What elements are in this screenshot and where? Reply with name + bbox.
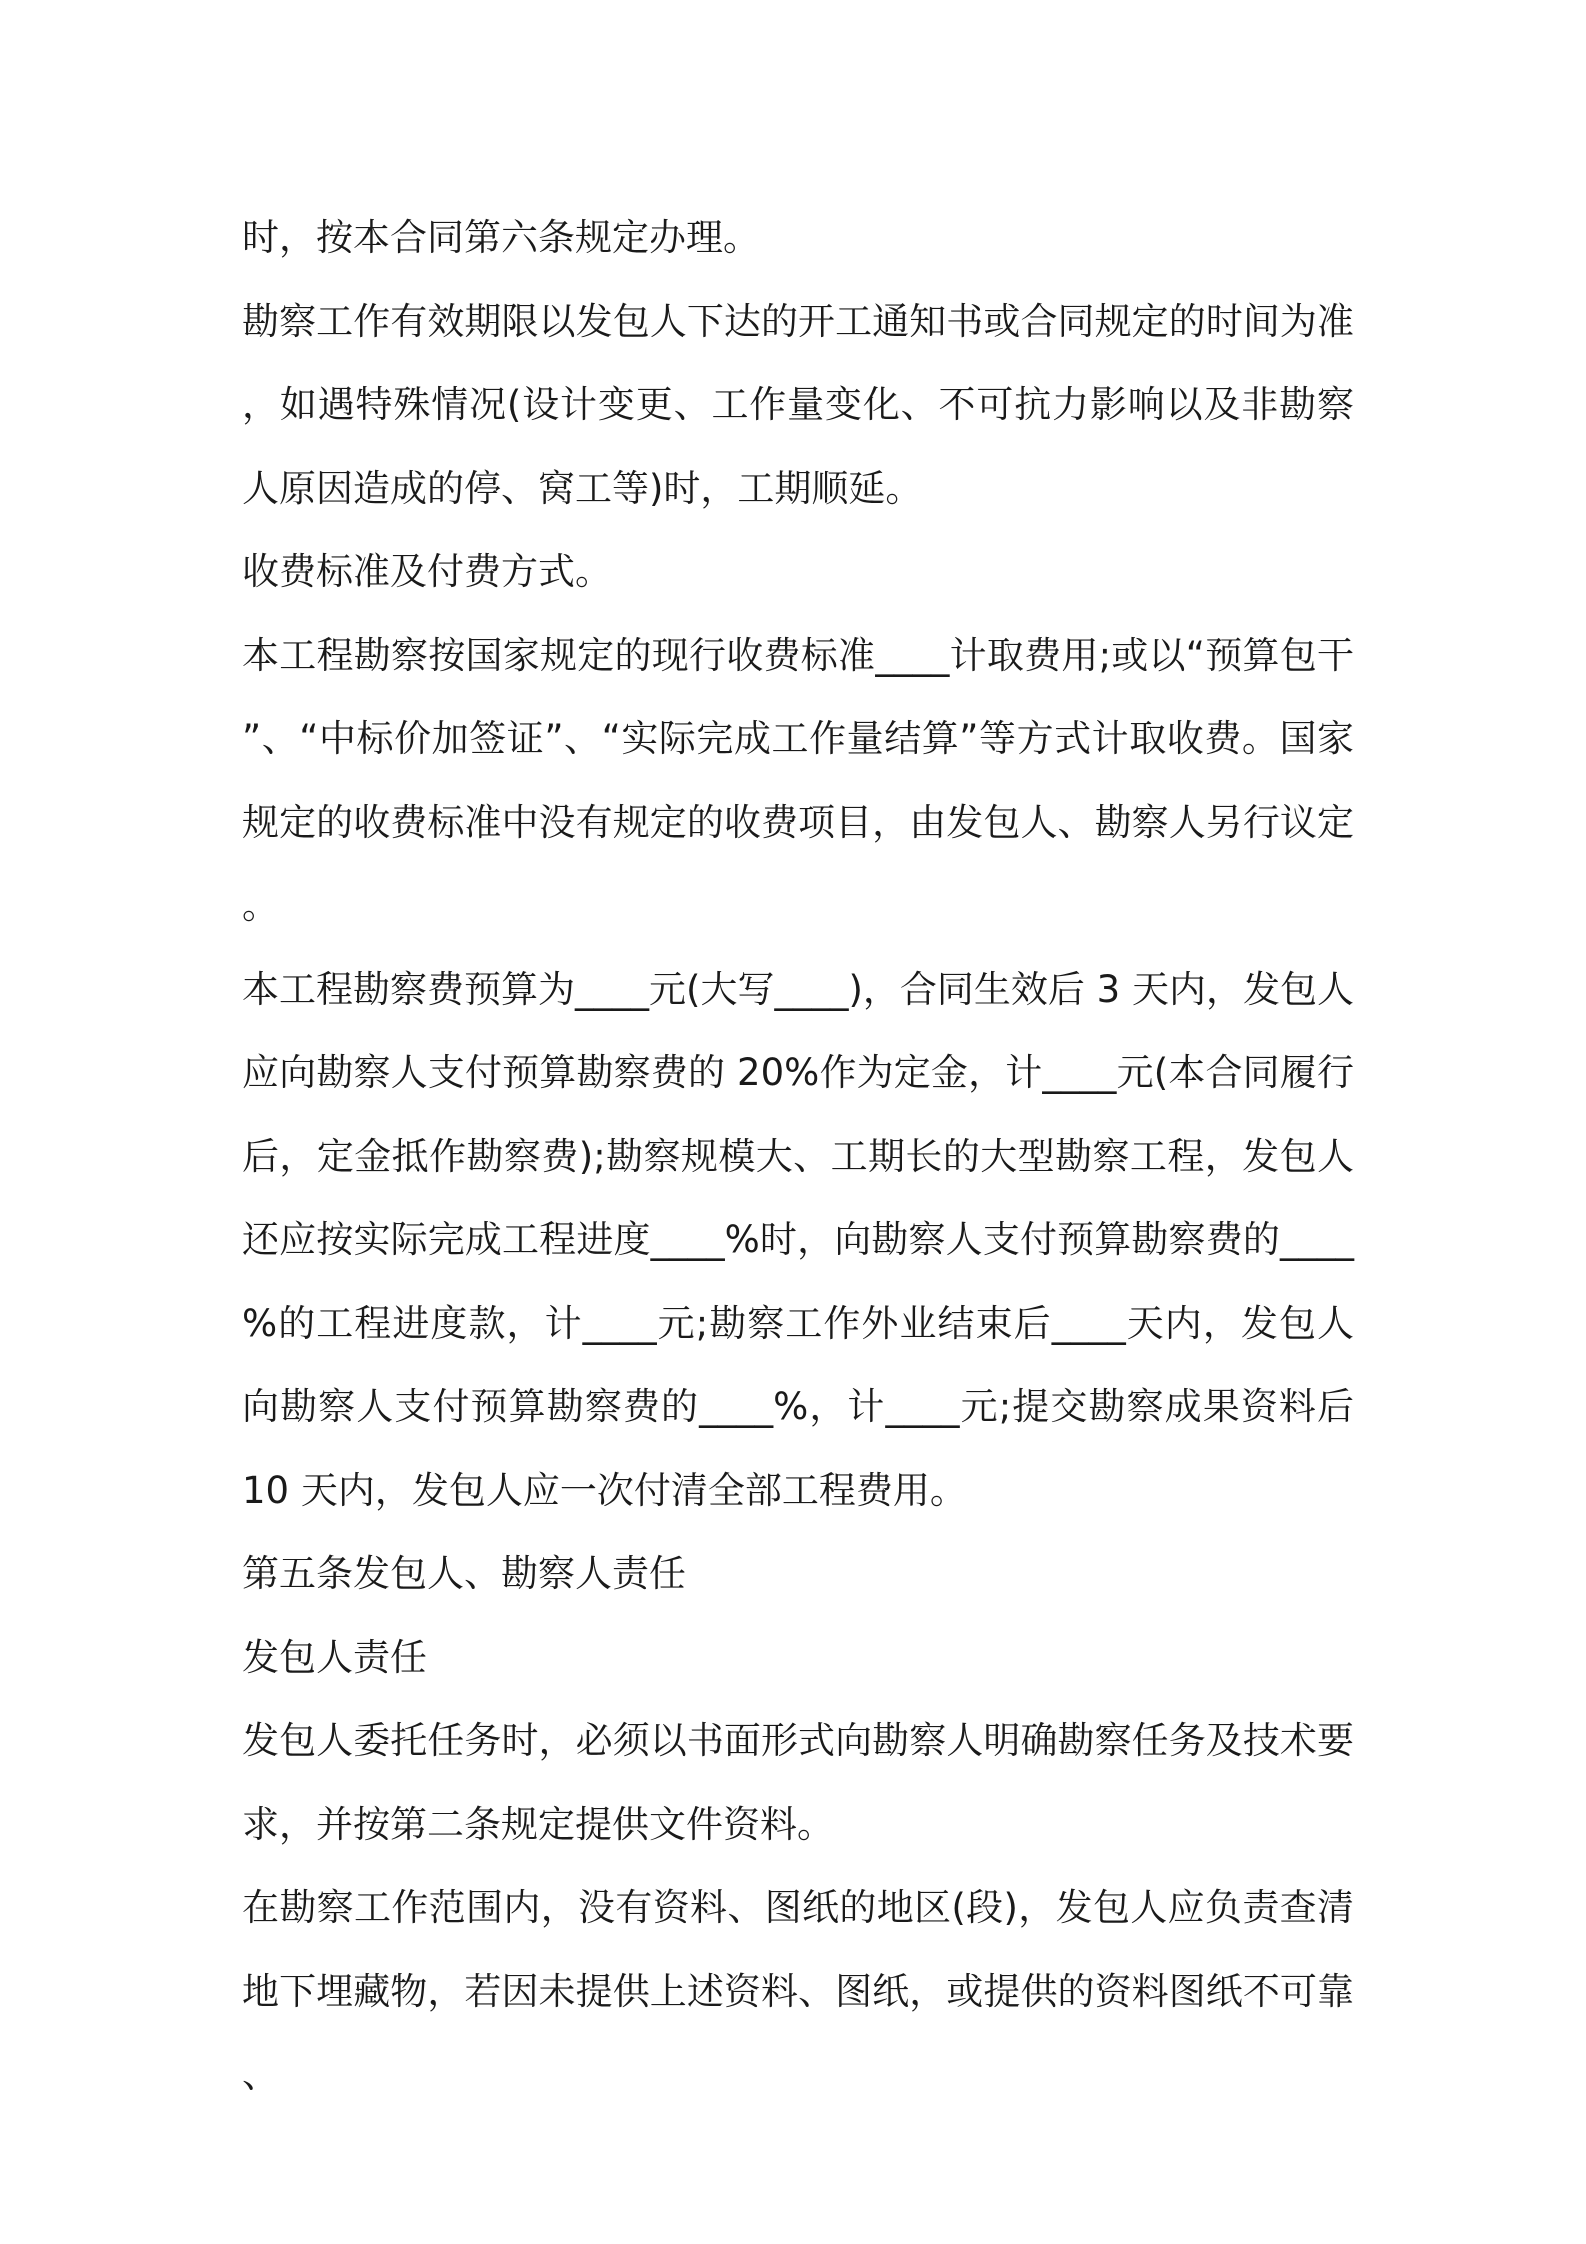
section-heading-fees: 收费标准及付费方式。 [242,550,612,593]
document-body [242,196,1354,2117]
subheading-employer-responsibility: 发包人责任 [242,1635,427,1679]
paragraph-survey-period: 勘察工作有效期限以发包人下达的开工通知书或合同规定的时间为准，如遇特殊情况(设计变更、工作量变化、不可抗力影响以及非勘察人原因造成的停、窝工等)时，工期顺延。 [242,299,1354,510]
paragraph-continuation: 时，按本合同第六条规定办理。 [242,216,760,259]
paragraph-employer-task: 发包人委托任务时，必须以书面形式向勘察人明确勘察任务及技术要求，并按第二条规定提供文件资料。 [242,1719,1354,1846]
paragraph-fee-standard: 本工程勘察按国家规定的现行收费标准____计取费用;或以“预算包干”、“中标价加签证”、“实际完成工作量结算”等方式计取收费。国家规定的收费标准中没有规定的收费项目，由发包人、勘察人另行议定。 [242,633,1354,927]
article-heading-responsibilities: 第五条发包人、勘察人责任 [242,1552,686,1595]
paragraph-underground-objects: 在勘察工作范围内，没有资料、图纸的地区(段)，发包人应负责查清地下埋藏物，若因未提供上述资料、图纸，或提供的资料图纸不可靠、 [242,1886,1354,2096]
paragraph-fee-budget: 本工程勘察费预算为____元(大写____)，合同生效后 3 天内，发包人应向勘察人支付预算勘察费的 20%作为定金，计____元(本合同履行后，定金抵作勘察费);勘察规模大、工期长的大型勘察工程，发包人还应按实际完成工程进度____%时，向勘察人支付预算勘察费的____%的工程进度款，计____元;勘察工作外业结束后____天内，发包人向勘察人支付预算勘察费的____%，计____元;提交勘察成果资料后 10 天内，发包人应一次付清全部工程费用。 [242,967,1354,1512]
